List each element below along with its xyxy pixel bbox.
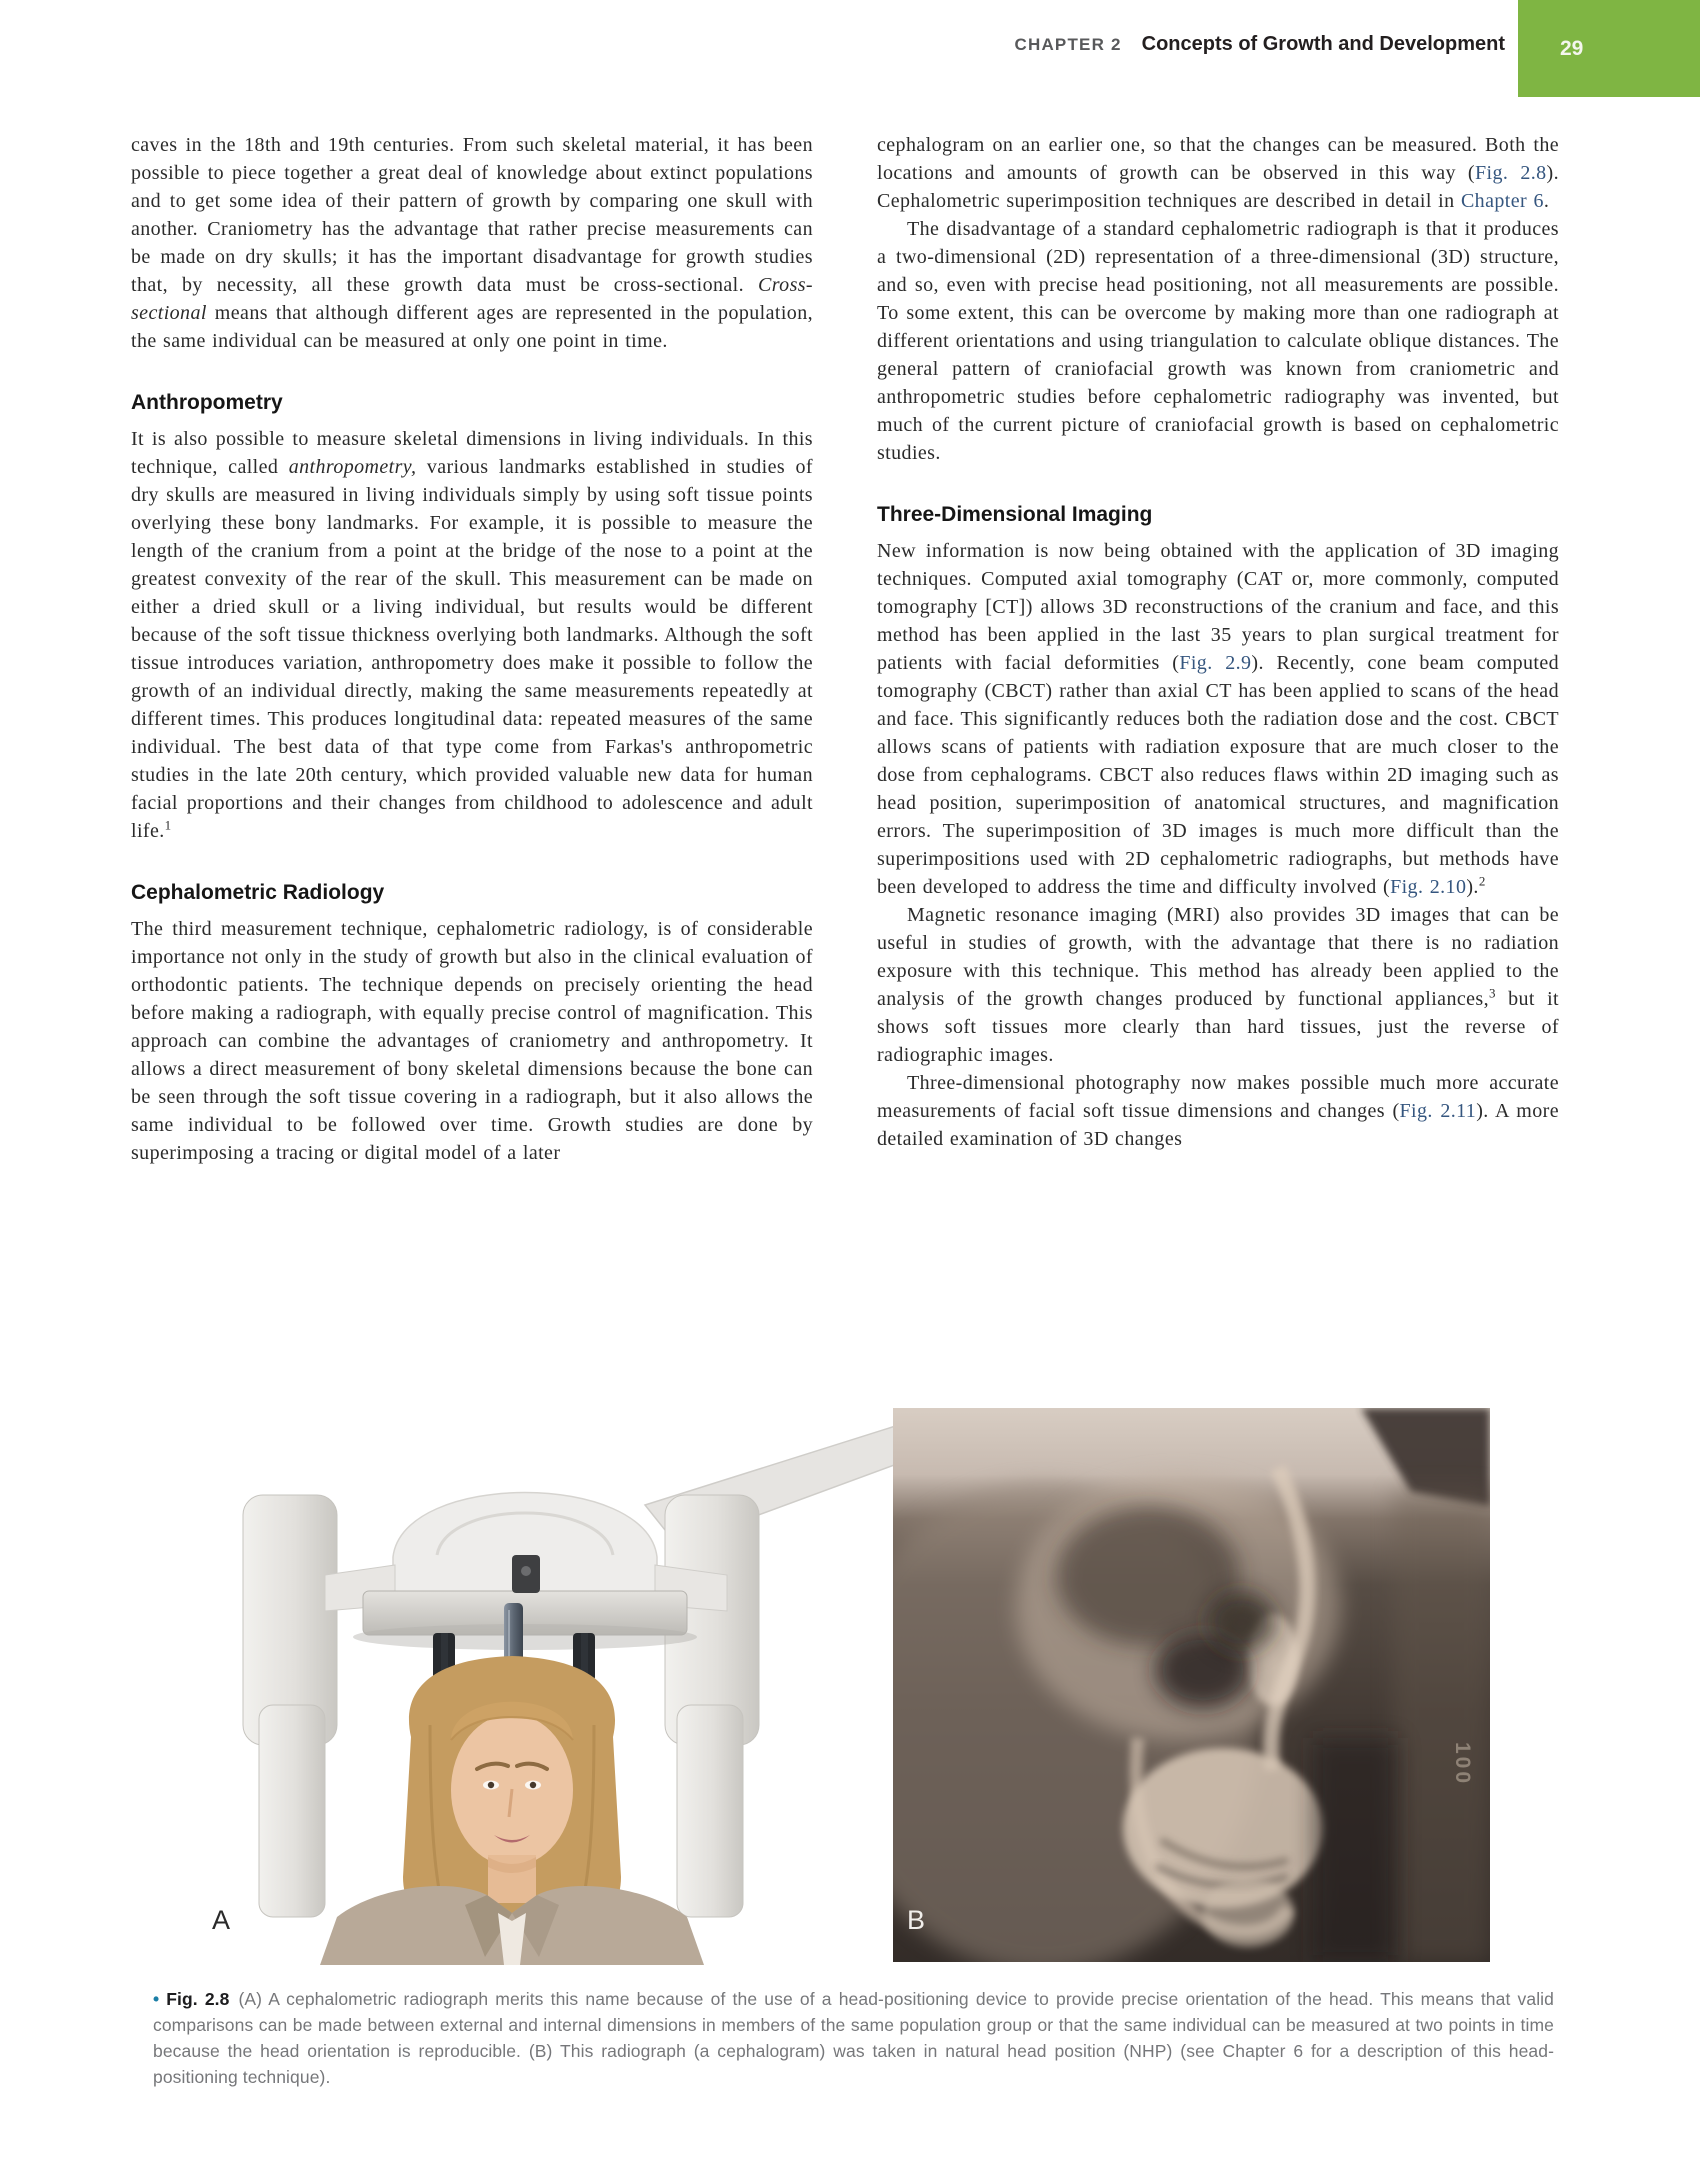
cross-reference-link[interactable]: Fig. 2.11 — [1399, 1100, 1477, 1122]
paragraph-cephalogram-superimposition: cephalogram on an earlier one, so that the changes can be measured. Both the locations and amounts of growth can be observed in this way (Fig. 2.8). Cephalometric superimposition techniques are described in detail in Chapter 6. — [877, 134, 1559, 212]
figure-label-a: A — [212, 1905, 231, 1935]
left-column — [131, 131, 813, 1167]
page-number: 29 — [1560, 36, 1584, 60]
right-column — [877, 131, 1559, 1153]
paragraph-craniometry: caves in the 18th and 19th centuries. From such skeletal material, it has been possible to piece together a great deal of knowledge about extinct populations and to get some idea of their pattern of growth by comparing one skull with another. Craniometry has the advantage that rather precise measurements can be made on dry skulls; it has the important disadvantage for growth studies that, by necessity, all these growth data must be cross-sectional. Cross-sectional means that although different ages are represented in the population, the same individual can be measured at only one point in time. — [131, 134, 813, 352]
film-marking: 100 — [1451, 1742, 1474, 1787]
radiograph-cephalogram — [893, 1408, 1490, 1962]
emphasis-text: Cross-sectional — [131, 274, 813, 324]
caption-bullet-icon: • — [153, 1989, 160, 2009]
figure-caption — [153, 1986, 1554, 2090]
reference-superscript: 1 — [164, 817, 172, 833]
paragraph-cephalometric-radiology: The third measurement technique, cephalometric radiology, is of considerable importance not only in the study of growth but also in the clinical evaluation of orthodontic patients. The technique depends on precisely orienting the head before making a radiograph, with equally precise control of magnification. This approach can combine the advantages of craniometry and anthropometry. It allows a direct measurement of bony skeletal dimensions because the bone can be seen through the soft tissue covering in a radiograph, but it also allows the same individual to be followed over time. Growth studies are done by superimposing a tracing or digital model of a later — [131, 918, 813, 1164]
cross-reference-link[interactable]: Fig. 2.9 — [1179, 652, 1252, 674]
page-number-tab — [1518, 0, 1700, 97]
paragraph-mri: Magnetic resonance imaging (MRI) also provides 3D images that can be useful in studies of growth, with the advantage that there is no radiation exposure with this technique. This method has already been applied to the analysis of the growth changes produced by functional appliances,$^3$ but it shows soft tissues more clearly than hard tissues, just the reverse of radiographic images. — [877, 904, 1559, 1066]
section-heading-anthropometry: Anthropometry — [131, 391, 283, 414]
cross-reference-link[interactable]: Chapter 6 — [1460, 190, 1544, 212]
figure-label-b: B — [907, 1905, 926, 1935]
cross-reference-link[interactable]: Fig. 2.8 — [1475, 162, 1547, 184]
cephalostat-illustration — [225, 1405, 905, 1965]
chapter-title: Concepts of Growth and Development — [1141, 33, 1505, 55]
section-heading-three-dimensional-imaging: Three-Dimensional Imaging — [877, 503, 1153, 526]
paragraph-3d-imaging: New information is now being obtained with the application of 3D imaging techniques. Computed axial tomography (CAT or, more commonly, computed tomography [CT]) allows 3D reconstructions of the cranium and face, and this method has been applied in the last 35 years to plan surgical treatment for patients with facial deformities (Fig. 2.9). Recently, cone beam computed tomography (CBCT) rather than axial CT has been applied to scans of the head and face. This significantly reduces both the radiation dose and the cost. CBCT allows scans of patients with radiation exposure that are much closer to the dose from cephalograms. CBCT also reduces flaws within 2D imaging such as head position, superimposition of anatomical structures, and magnification errors. The superimposition of 3D images is much more difficult than the superimpositions used with 2D cephalometric radiographs, but methods have been developed to address the time and difficulty involved (Fig. 2.10).$^2$ — [877, 540, 1560, 898]
skull-xray-illustration — [893, 1408, 1490, 1962]
section-heading-cephalometric-radiology: Cephalometric Radiology — [131, 881, 385, 904]
emphasis-text: anthropometry, — [288, 456, 417, 478]
caption-text: (A) A cephalometric radiograph merits this name because of the use of a head-positioning device to provide precise orientation of the head. This means that valid comparisons can be made between external and internal dimensions in members of the same population group or that the same individual can be measured at two points in time because the head orientation is reproducible. (B) This radiograph (a cephalogram) was taken in natural head position (NHP) (see Chapter 6 for a description of this head-positioning technique). — [153, 1989, 1555, 2087]
chapter-label: CHAPTER 2 — [1014, 35, 1122, 54]
cross-reference-link[interactable]: Fig. 2.10 — [1390, 876, 1467, 898]
reference-superscript: 2 — [1478, 873, 1486, 889]
reference-superscript: 3 — [1488, 985, 1496, 1001]
paragraph-3d-photography: Three-dimensional photography now makes possible much more accurate measurements of facial soft tissue dimensions and changes (Fig. 2.11). A more detailed examination of 3D changes — [877, 1072, 1559, 1150]
page-header — [600, 33, 1505, 56]
paragraph-anthropometry: It is also possible to measure skeletal dimensions in living individuals. In this technique, called anthropometry, various landmarks established in studies of dry skulls are measured in living individuals simply by using soft tissue points overlying these bony landmarks. For example, it is possible to measure the length of the cranium from a point at the bridge of the nose to a point at the greatest convexity of the rear of the skull. This measurement can be made on either a dried skull or a living individual, but results would be different because of the soft tissue thickness overlying both landmarks. Although the soft tissue introduces variation, anthropometry does make it possible to follow the growth of an individual directly, making the same measurements repeatedly at different times. This produces longitudinal data: repeated measures of the same individual. The best data of that type come from Farkas's anthropometric studies in the late 20th century, which provided valuable new data for human facial proportions and their changes from childhood to adolescence and adult life.$^1$ — [131, 428, 813, 842]
photo-head-positioning-device — [225, 1405, 905, 1965]
caption-figure-number: Fig. 2.8 — [166, 1989, 230, 2009]
paragraph-2d-disadvantage: The disadvantage of a standard cephalometric radiograph is that it produces a two-dimensional (2D) representation of a three-dimensional (3D) structure, and so, even with precise head positioning, not all measurements are possible. To some extent, this can be overcome by making more than one radiograph at different orientations and using triangulation to calculate oblique distances. The general pattern of craniofacial growth was known from craniometric and anthropometric studies before cephalometric radiography was invented, but much of the current picture of craniofacial growth is based on cephalometric studies. — [877, 218, 1559, 464]
